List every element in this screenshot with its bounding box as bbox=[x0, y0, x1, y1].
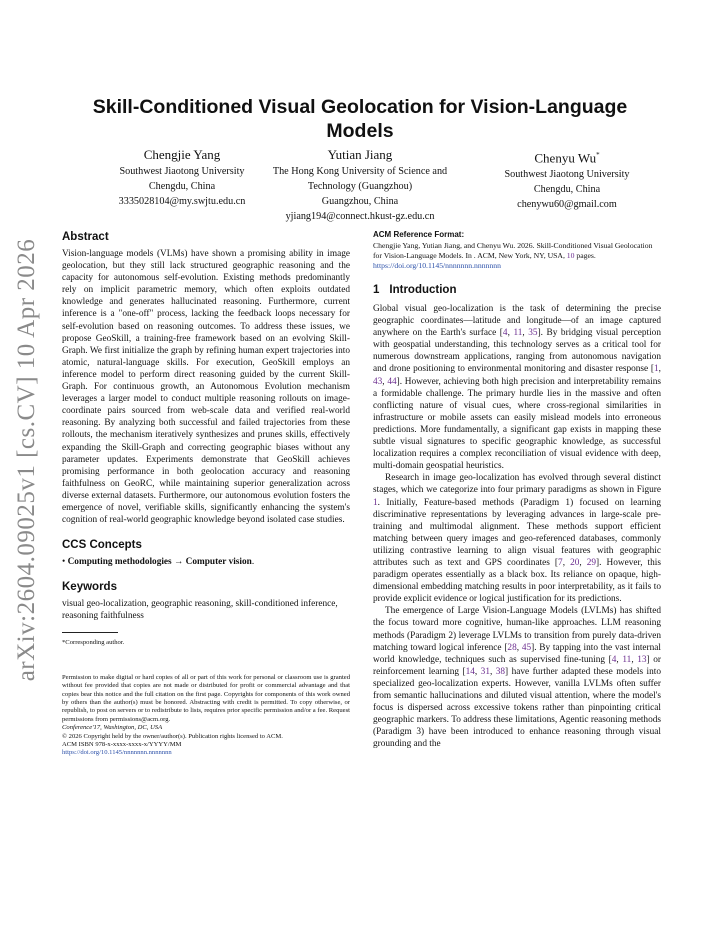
citation-link[interactable]: 20 bbox=[570, 557, 580, 568]
author-block-2 bbox=[266, 147, 454, 224]
section-heading-introduction bbox=[373, 283, 661, 297]
author-location: Chengdu, China bbox=[148, 181, 216, 192]
left-column bbox=[62, 230, 350, 758]
isbn-line: ACM ISBN 978-x-xxxx-xxxx-x/YYYY/MM bbox=[62, 741, 182, 748]
doi-link[interactable]: https://doi.org/10.1145/nnnnnnn.nnnnnnn bbox=[62, 749, 172, 757]
corresponding-mark: * bbox=[596, 151, 600, 159]
author-affiliation: Southwest Jiaotong University bbox=[119, 166, 245, 177]
author-email: yjiang194@connect.hkust-gz.edu.cn bbox=[285, 211, 435, 222]
keywords-heading: Keywords bbox=[62, 581, 117, 594]
citation-link[interactable]: 38 bbox=[495, 666, 506, 677]
intro-paragraph-1: Global visual geo-localization is the task of determining the precise geographic coordinates—latitude and longitude—of an image captured anywhere on the Earth's surface [4, 11, 35]. By bridging visual perception with geospatial understanding, this technology serves as a critical tool for numerous downstream applications, ranging from autonomous navigation and drone positioning to environmental monitoring and disaster response [1, 43, 44]. However, achieving both high precision and interpretability remains a formidable challenge. The primary hurdle lies in the massive and often conflicting nature of visual cues, where cross-regional similarities in infrastructure or mobile assets can easily mislead models into erroneous predictions. More fundamentally, a significant gap exists in mapping these subtle visual signatures to specific geographic knowledge, as successful localization requires a complex reconciliation of visual evidence with deep, multi-domain geospatial heuristics. bbox=[373, 304, 661, 472]
ccs-heading: CCS Concepts bbox=[62, 539, 142, 552]
acm-reference-heading: ACM Reference Format: bbox=[373, 230, 465, 239]
page-count-link[interactable]: 10 bbox=[566, 251, 575, 260]
ccs-concept: Computing methodologies → Computer vision bbox=[67, 557, 252, 568]
footnote-corresponding: *Corresponding author. bbox=[62, 639, 125, 647]
keywords-text: visual geo-localization, geographic reasoning, skill-conditioned inference, reasoning faithfulness bbox=[62, 599, 338, 622]
citation-link[interactable]: 28 bbox=[507, 642, 517, 653]
right-column bbox=[373, 230, 661, 750]
conference-line: Conference'17, Washington, DC, USA bbox=[62, 724, 163, 732]
section-number: 1 bbox=[373, 284, 380, 296]
citation-link[interactable]: 31 bbox=[480, 666, 490, 677]
author-affiliation: The Hong Kong University of Science and Technology (Guangzhou) bbox=[272, 166, 448, 192]
arxiv-identifier: arXiv:2604.09025v1 [cs.CV] 10 Apr 2026 bbox=[13, 238, 40, 682]
paper-title: Skill-Conditioned Visual Geolocation for Vision-Language Models bbox=[92, 96, 628, 142]
citation-link[interactable]: 1 bbox=[373, 497, 378, 508]
ccs-concepts: • Computing methodologies → Computer vision. bbox=[62, 557, 255, 568]
citation-link[interactable]: 14 bbox=[465, 666, 475, 677]
intro-paragraph-3: The emergence of Large Vision-Language Models (LVLMs) has shifted the focus toward more cognitive, human-like approaches. LLM reasoning methods (Paradigm 2) leverage LVLMs to transition from purely data-driven matching toward logical inference [28, 45]. By tapping into the vast internal world knowledge, techniques such as supervised fine-tuning [4, 11, 13] or reinforcement learning [14, 31, 38] have further adapted these models into specialized geo-localization experts. However, vanilla LVLMs often suffer from semantic hallucinations and diluted visual attention, where the model's focus is dispersed across excessive tokens rather than pinpointing critical geographic markers. To address these limitations, Agentic reasoning methods (Paradigm 3) have been introduced to enhance reasoning through visual grounding and the bbox=[373, 606, 662, 750]
intro-paragraph-2: Research in image geo-localization has evolved through several distinct stages, which we categorize into four primary paradigms as shown in Figure 1. Initially, Feature-based methods (Paradigm 1) focused on learning discriminative representations by leveraging advances in large-scale pre-training and multimodal alignment. These methods support efficient matching between query images and geo-referenced databases, commonly utilizing contrastive learning to align visual features with geographic attributes such as text and GPS coordinates [7, 20, 29]. However, this paradigm operates essentially as a black box. Its reliance on opaque, high-dimensional embedding matching results in poor interpretability, as it fails to provide explicit evidence or logical justification for its predictions. bbox=[373, 473, 661, 605]
citation-link[interactable]: 35 bbox=[528, 328, 538, 339]
acm-reference-text: Chengjie Yang, Yutian Jiang, and Chenyu Wu. 2026. Skill-Conditioned Visual Geolocation for Vision-Language Models. In . ACM, New York, NY, USA, 10 pages. https://doi.org/10.1145/nnnnnnn.nnnnnnn bbox=[373, 241, 653, 270]
author-name: Yutian Jiang bbox=[327, 147, 393, 162]
citation-link[interactable]: 13 bbox=[637, 654, 647, 665]
citation-link[interactable]: 43 bbox=[373, 376, 383, 387]
author-name: Chengjie Yang bbox=[143, 147, 221, 162]
citation-link[interactable]: 11 bbox=[622, 654, 632, 665]
citation-link[interactable]: 7 bbox=[558, 557, 563, 568]
section-title: Introduction bbox=[389, 284, 457, 296]
author-block-3 bbox=[474, 147, 660, 212]
author-location: Guangzhou, China bbox=[321, 196, 399, 207]
author-location: Chengdu, China bbox=[533, 184, 601, 196]
permission-text: Permission to make digital or hard copies of all or part of this work for personal or classroom use is granted without fee provided that copies are not made or distributed for profit or commercial advantage and that copies bear this notice and the full citation on the first page. Copyrights for components of this work owned by others than the author(s) must be honored. Abstracting with credit is permitted. To copy otherwise, or republish, to post on servers or to redistribute to lists, requires prior specific permission and/or a fee. Request permissions from permissions@acm.org. bbox=[62, 673, 350, 723]
citation-link[interactable]: 4 bbox=[611, 654, 617, 665]
acm-reference-doi-link[interactable]: https://doi.org/10.1145/nnnnnnn.nnnnnnn bbox=[373, 261, 501, 270]
permission-block bbox=[62, 674, 350, 758]
abstract-text: Vision-language models (VLMs) have shown a promising ability in image geolocation, but they still lack structured geographic reasoning and the capacity for autonomous self-evolution. Existing methods predominantly rely on implicit parametric memory, which often exploits outdated knowledge and generates hallucinated reasoning. Furthermore, current inference is a "one-off" process, lacking the feedback loops necessary for self-evolution based on reasoning outcomes. To address these issues, we propose GeoSkill, a training-free framework based on an evolving Skill-Graph. We first initialize the graph by refining human expert trajectories into atomic, natural-language skills. For execution, GeoSkill employs an inference model to perform direct reasoning guided by the current Skill-Graph. For continuous growth, an Autonomous Evolution mechanism leverages a larger model to conduct multiple reasoning rollouts on image-coordinate pairs sourced from web-scale data and verified real-world reasoning. By analyzing both successful and failed trajectories from these rollouts, the mechanism iteratively synthesizes and prunes skills, effectively expanding the Skill-Graph and correcting geographic biases without any parameter updates. Experiments demonstrate that GeoSkill achieves promising performance in both geolocation accuracy and reasoning faithfulness on GeoRC, while maintaining superior generalization across diverse external datasets. Furthermore, our autonomous evolution fosters the emergence of novel, verifiable skills, significantly enhancing the system's cognition of real-world geographic knowledge beyond isolated case studies. bbox=[62, 249, 350, 526]
author-name: Chenyu Wu* bbox=[534, 150, 600, 166]
author-email: 3335028104@my.swjtu.edu.cn bbox=[118, 196, 246, 207]
arxiv-sidebar bbox=[8, 238, 46, 682]
citation-link[interactable]: 11 bbox=[513, 328, 523, 339]
citation-link[interactable]: 45 bbox=[521, 642, 532, 653]
abstract-heading: Abstract bbox=[62, 231, 109, 243]
citation-link[interactable]: 44 bbox=[387, 376, 397, 387]
footnote-rule bbox=[62, 632, 118, 633]
citation-link[interactable]: 29 bbox=[586, 557, 597, 568]
author-affiliation: Southwest Jiaotong University bbox=[504, 169, 630, 181]
citation-link[interactable]: 1 bbox=[654, 364, 659, 375]
author-block-1 bbox=[92, 147, 272, 209]
copyright-line: © 2026 Copyright held by the owner/author(s). Publication rights licensed to ACM. bbox=[62, 732, 283, 740]
author-email: chenywu60@gmail.com bbox=[517, 199, 617, 211]
citation-link[interactable]: 4 bbox=[502, 328, 508, 339]
